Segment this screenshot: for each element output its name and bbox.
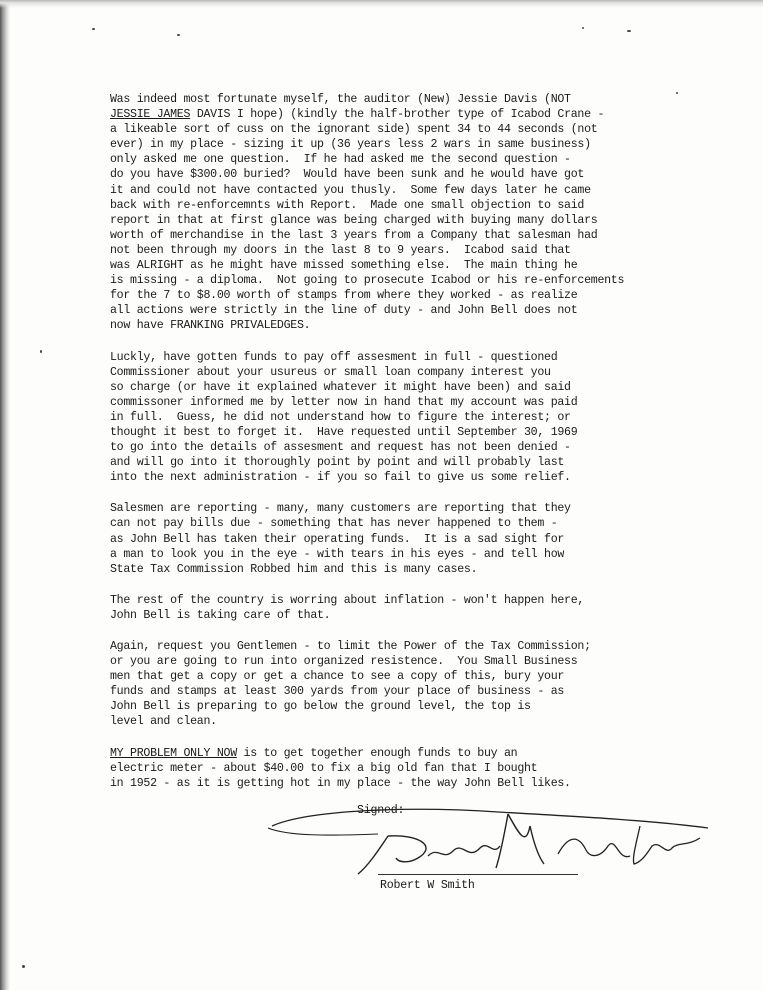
text-line: Commissioner about your usureus or small loan company interest you	[110, 365, 551, 379]
text-line: do you have $300.00 buried? Would have been sunk and he would have got	[110, 168, 585, 182]
text-line: only asked me one question. If he had asked me the second question -	[110, 153, 571, 167]
scan-speck	[177, 34, 180, 36]
underlined-text: JESSIE JAMES	[110, 108, 191, 122]
text-line-rest: is to get together enough funds to buy an	[236, 746, 518, 760]
text-line: John Bell is taking care of that.	[110, 608, 331, 622]
signed-label: Signed:	[357, 804, 405, 817]
text-line: a man to look you in the eye - with tears in his eyes - and tell how	[110, 547, 565, 561]
text-line: funds and stamps at least 300 yards from your place of business - as	[110, 685, 565, 699]
paragraph-problem	[110, 746, 710, 791]
underlined-text: MY PROBLEM ONLY NOW	[110, 746, 237, 760]
scan-speck	[92, 28, 95, 30]
text-line: so charge (or have it explained whatever it might have been) and said	[110, 380, 571, 394]
text-line: can not pay bills due - something that has never happened to them -	[110, 517, 558, 531]
scan-speck	[582, 27, 584, 29]
text-line: thought it best to forget it. Have requested until September 30, 1969	[110, 425, 578, 439]
text-line: all actions were strictly in the line of duty - and John Bell does not	[110, 304, 578, 318]
text-line: or you are going to run into organized resistence. You Small Business	[110, 655, 578, 669]
paragraph-audit	[110, 92, 710, 334]
text-line: worth of merchandise in the last 3 years from a Company that salesman had	[110, 228, 598, 242]
text-line: was ALRIGHT as he might have missed something else. The main thing he	[110, 259, 578, 273]
text-line: a likeable sort of cuss on the ignorant side) spent 34 to 44 seconds (not	[110, 123, 598, 137]
text-line: men that get a copy or get a chance to see a copy of this, bury your	[110, 670, 565, 684]
text-line: Luckly, have gotten funds to pay off assesment in full - questioned	[110, 350, 558, 364]
scan-edge-left	[0, 0, 10, 990]
paragraph-inflation	[110, 593, 710, 623]
text-line: now have FRANKING PRIVALEDGES.	[110, 319, 311, 333]
text-line: Again, request you Gentlemen - to limit the Power of the Tax Commission;	[110, 640, 591, 653]
text-line: for the 7 to $8.00 worth of stamps from where they worked - as realize	[110, 289, 578, 303]
paragraph-assessment	[110, 350, 710, 486]
text-line: ever) in my place - sizing it up (36 years less 2 wars in same business)	[110, 138, 591, 152]
text-line: and will go into it thoroughly point by point and will probably last	[110, 456, 565, 470]
text-line: in 1952 - as it is getting hot in my place - the way John Bell likes.	[110, 776, 571, 790]
text-line: not been through my doors in the last 8 to 9 years. Icabod said that	[110, 243, 571, 257]
text-line: is missing - a diploma. Not going to prosecute Icabod or his re-enforcements	[110, 274, 625, 288]
text-line: to go into the details of assesment and request has not been denied -	[110, 441, 571, 455]
text-line: report in that at first glance was being charged with buying many dollars	[110, 213, 598, 227]
signature-line	[378, 874, 578, 875]
text-line: commissoner informed me by letter now in hand that my account was paid	[110, 395, 578, 409]
text-line: it and could not have contacted you thusly. Some few days later he came	[110, 183, 591, 197]
paragraph-salesmen	[110, 501, 710, 576]
letter-body	[110, 92, 710, 807]
scan-speck	[22, 965, 25, 968]
text-line: electric meter - about $40.00 to fix a big old fan that I bought	[110, 761, 538, 775]
signer-name: Robert W Smith	[380, 879, 475, 892]
scan-speck	[40, 350, 42, 353]
text-line: level and clean.	[110, 715, 217, 729]
text-line	[110, 746, 710, 761]
text-line: back with re-enforcemnts with Report. Made one small objection to said	[110, 198, 585, 212]
text-line: Salesmen are reporting - many, many customers are reporting that they	[110, 502, 571, 516]
text-line: The rest of the country is worring about inflation - won't happen here,	[110, 593, 585, 607]
scan-edge-top	[0, 0, 763, 8]
paragraph-request	[110, 639, 710, 730]
text-line-rest: DAVIS I hope) (kindly the half-brother type of Icabod Crane -	[190, 108, 605, 122]
text-line: into the next administration - if you so fail to give us some relief.	[110, 471, 571, 485]
text-line: State Tax Commission Robbed him and this is many cases.	[110, 562, 478, 576]
text-line: John Bell is preparing to go below the ground level, the top is	[110, 700, 531, 714]
text-line	[110, 107, 710, 122]
text-line: as John Bell has taken their operating funds. It is a sad sight for	[110, 532, 565, 546]
scan-speck	[627, 30, 631, 32]
text-line: in full. Guess, he did not understand how to figure the interest; or	[110, 410, 571, 424]
text-line: Was indeed most fortunate myself, the auditor (New) Jessie Davis (NOT	[110, 93, 571, 106]
